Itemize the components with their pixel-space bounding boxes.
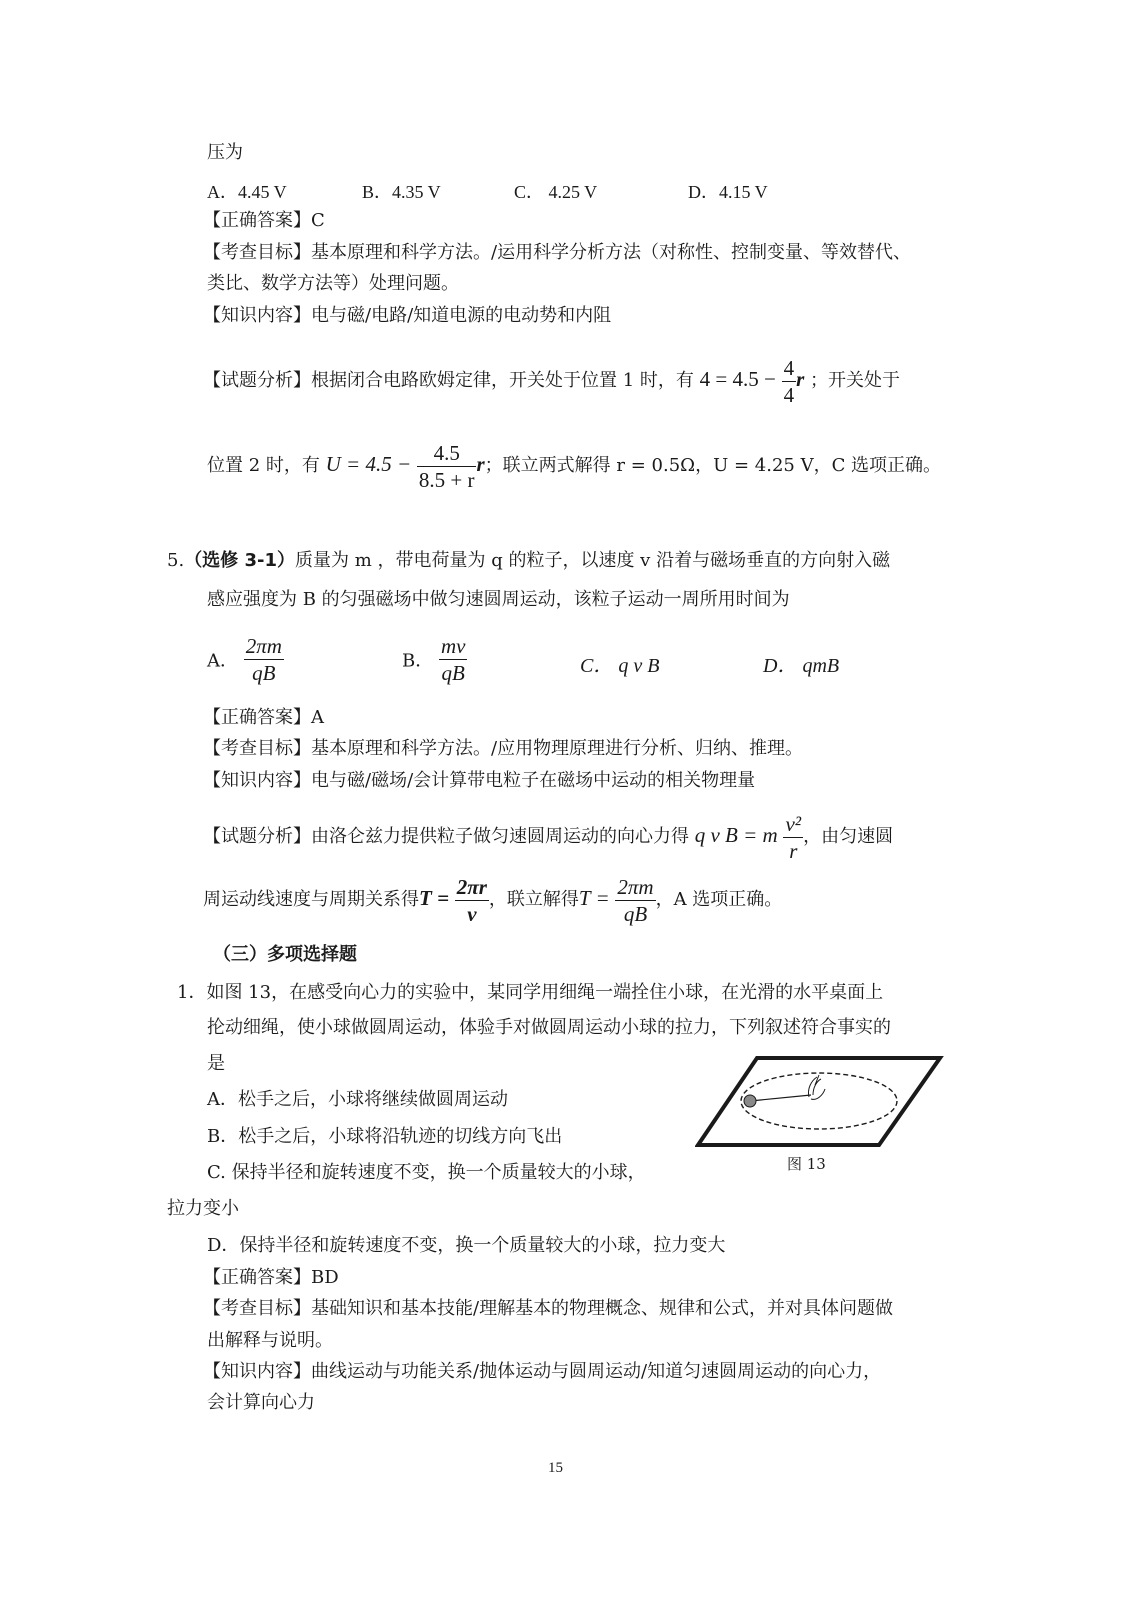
figure-table-surface: [698, 1058, 940, 1145]
q5-option-a: [207, 633, 284, 686]
q5-eq2-fraction: [455, 874, 489, 927]
q5-tag: （选修 3-1）: [184, 550, 295, 571]
mq1-option-c-line2: 拉力变小: [167, 1198, 239, 1219]
q5-analysis-line1: [203, 808, 893, 864]
q4-option-a: A．4.45 V: [207, 182, 287, 202]
q4-analysis-line1: [203, 352, 900, 408]
q4-analysis-text-2a: 位置 2 时，有: [207, 455, 320, 476]
q5-analysis-line2: [203, 870, 782, 928]
mq1-option-c-line1: C. 保持半径和旋转速度不变，换一个质量较大的小球，: [207, 1162, 646, 1183]
q5-eq1-numerator: v²: [785, 811, 802, 836]
mq1-stem-line1: 1．如图 13，在感受向心力的实验中，某同学用细绳一端拴住小球，在光滑的水平桌面上: [177, 982, 884, 1003]
q5-analysis-text-1a: 【试题分析】由洛仑兹力提供粒子做匀速圆周运动的向心力得: [203, 826, 689, 847]
q4-eq1-left: 4 = 4.5 −: [699, 367, 776, 391]
mq1-stem-line2: 抡动细绳，使小球做圆周运动，体验手对做圆周运动小球的拉力，下列叙述符合事实的: [207, 1017, 891, 1038]
q5-answer: 【正确答案】A: [203, 707, 324, 728]
mq1-option-d: D．保持半径和旋转速度不变，换一个质量较大的小球，拉力变大: [207, 1235, 726, 1256]
q4-stem-tail: 压为: [207, 142, 243, 163]
q4-eq1-fraction: [782, 355, 797, 408]
q5-option-a-denominator: qB: [252, 661, 276, 685]
q5-eq1-fraction: [783, 811, 803, 864]
q5-eq1-denominator: r: [789, 838, 798, 863]
q4-analysis-text-2b: ；联立两式解得 r = 0.5Ω，U = 4.25 V，C 选项正确。: [484, 455, 942, 476]
q4-analysis-text-1b: ；开关处于: [809, 370, 900, 391]
q5-eq2-denominator: v: [467, 901, 477, 926]
q4-analysis-line2: [207, 436, 941, 494]
q4-option-d: D．4.15 V: [688, 182, 768, 202]
q4-eq1-numerator: 4: [783, 355, 795, 380]
mq1-answer: 【正确答案】BD: [203, 1267, 339, 1288]
q4-answer: 【正确答案】C: [203, 210, 325, 231]
mq1-target-line2: 出解释与说明。: [207, 1330, 333, 1351]
q5-target: 【考查目标】基本原理和科学方法。/应用物理原理进行分析、归纳、推理。: [203, 738, 804, 759]
page-number: 15: [548, 1460, 563, 1476]
q4-target-line2: 类比、数学方法等）处理问题。: [207, 273, 459, 294]
q4-knowledge: 【知识内容】电与磁/电路/知道电源的电动势和内阻: [203, 305, 612, 326]
q5-option-b: [402, 633, 467, 686]
mq1-stem-line3: 是: [207, 1053, 225, 1074]
q5-option-a-fraction: [244, 633, 284, 686]
q4-option-b: B．4.35 V: [362, 182, 441, 202]
q5-option-c: C． q v B: [580, 655, 660, 677]
figure-caption: 图 13: [787, 1155, 826, 1173]
q5-eq3-fraction: [615, 874, 655, 927]
q4-analysis-text-1a: 【试题分析】根据闭合电路欧姆定律，开关处于位置 1 时，有: [203, 370, 694, 391]
mq1-target-line1: 【考查目标】基础知识和基本技能/理解基本的物理概念、规律和公式，并对具体问题做: [203, 1298, 894, 1319]
section-title: （三）多项选择题: [213, 944, 357, 965]
q5-stem-line2: 感应强度为 B 的匀强磁场中做匀速圆周运动，该粒子运动一周所用时间为: [207, 589, 790, 610]
q5-option-b-fraction: [439, 633, 468, 686]
q5-analysis-text-2a: 周运动线速度与周期关系得: [203, 889, 419, 910]
q5-option-a-numerator: 2πm: [245, 634, 282, 658]
mq1-option-b: B．松手之后，小球将沿轨迹的切线方向飞出: [207, 1126, 563, 1147]
q5-option-d: D． qmB: [763, 655, 840, 677]
figure-13: [695, 1055, 945, 1150]
q5-number: 5.: [167, 550, 185, 571]
mq1-knowledge-line1: 【知识内容】曲线运动与功能关系/抛体运动与圆周运动/知道匀速圆周运动的向心力，: [203, 1361, 882, 1382]
q5-eq3-numerator: 2πm: [617, 874, 654, 899]
q4-option-c: C． 4.25 V: [514, 182, 598, 202]
q4-eq2-numerator: 4.5: [417, 440, 477, 467]
figure-ball: [744, 1095, 756, 1107]
q5-option-b-label: B．: [402, 650, 434, 672]
q5-option-a-label: A．: [207, 650, 238, 672]
q5-eq3-denominator: qB: [623, 901, 648, 926]
q5-eq1-left: q v B = m: [694, 823, 778, 847]
q5-analysis-text-1b: ，由匀速圆: [803, 826, 894, 847]
q5-knowledge: 【知识内容】电与磁/磁场/会计算带电粒子在磁场中运动的相关物理量: [203, 770, 756, 791]
q4-eq2-fraction: [417, 440, 477, 493]
q4-eq2-denominator: 8.5 + r: [418, 467, 475, 492]
mq1-knowledge-line2: 会计算向心力: [207, 1392, 315, 1413]
q5-stem-line1: [167, 549, 890, 573]
q5-analysis-text-2c: ，A 选项正确。: [655, 889, 783, 910]
mq1-option-a: A．松手之后，小球将继续做圆周运动: [207, 1089, 508, 1110]
q4-eq2-var: r: [476, 452, 485, 476]
q4-eq1-var: r: [796, 367, 805, 391]
q5-option-b-numerator: mv: [440, 634, 466, 658]
q4-eq2-left: U = 4.5 −: [325, 452, 412, 476]
q4-target-line1: 【考查目标】基本原理和科学方法。/运用科学分析方法（对称性、控制变量、等效替代、: [203, 242, 912, 263]
q5-stem-text1: 质量为 m ，带电荷量为 q 的粒子，以速度 v 沿着与磁场垂直的方向射入磁: [294, 550, 891, 571]
q5-option-b-denominator: qB: [441, 661, 465, 685]
q5-eq2-numerator: 2πr: [456, 874, 487, 899]
q5-eq2-left: T =: [419, 886, 450, 910]
q5-analysis-text-2b: ，联立解得: [488, 889, 579, 910]
q5-eq3-left: T =: [578, 886, 610, 910]
q4-eq1-denominator: 4: [783, 382, 795, 407]
